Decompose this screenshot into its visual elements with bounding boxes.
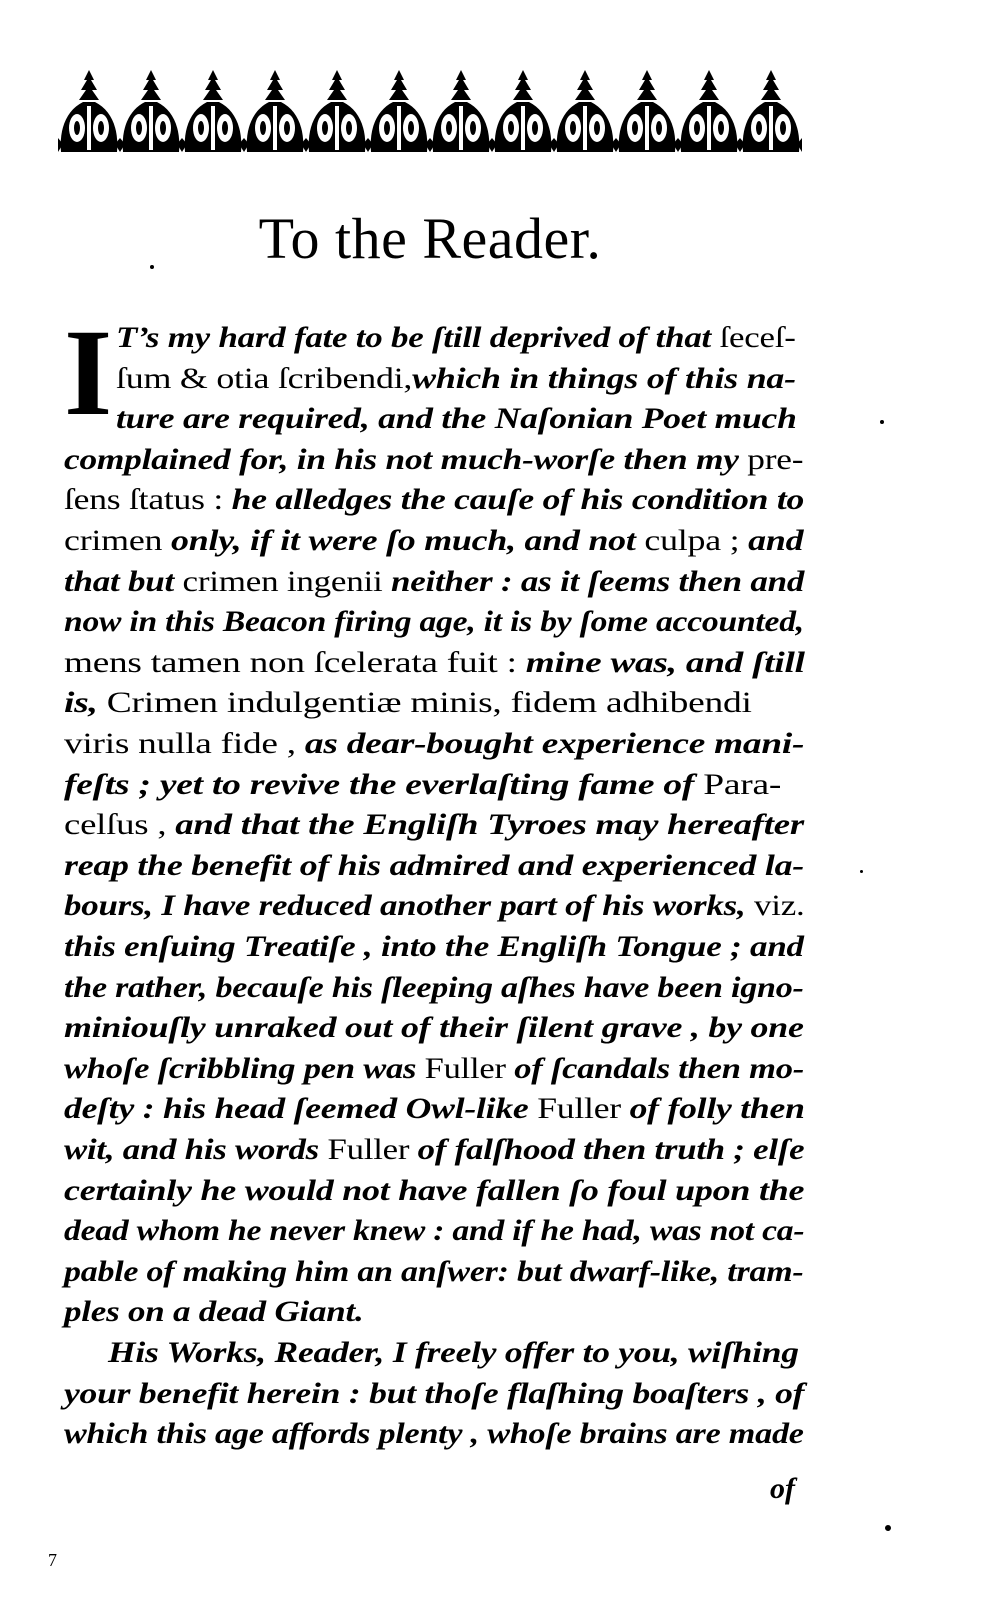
fleuron-ornament <box>306 70 368 152</box>
ornamental-headpiece <box>58 68 802 152</box>
text-line <box>64 683 752 723</box>
text-line <box>64 1171 804 1211</box>
fleuron-ornament <box>678 70 740 152</box>
italic-segment: only, if it were ſo much, and not <box>171 524 645 557</box>
italic-segment: certainly he would not have fallen ſo foul upon the <box>64 1173 805 1207</box>
text-line <box>64 846 804 886</box>
italic-segment: of falſhood then truth ; elſe <box>409 1133 805 1166</box>
roman-segment: crimen ingenii <box>182 564 383 598</box>
catchword: of <box>770 1472 795 1505</box>
ink-speck <box>150 265 154 269</box>
italic-segment: your benefit herein : but thoſe flaſhing boaſters , of <box>64 1376 805 1410</box>
text-line <box>64 765 781 805</box>
roman-segment: celſus , <box>64 808 167 842</box>
signature-mark: 7 <box>48 1550 57 1570</box>
italic-segment: miniouſly unraked out of their ſilent grave , by one <box>64 1011 804 1045</box>
fleuron-ornament <box>616 70 678 152</box>
text-line <box>116 399 797 439</box>
italic-segment: reap the benefit of his admired and experienced la- <box>64 848 804 882</box>
italic-segment: wit, and his words <box>64 1133 328 1166</box>
text-line <box>64 1049 804 1089</box>
italic-segment: complained for, in his not much-worſe then my <box>64 442 748 476</box>
text-line <box>64 1089 805 1129</box>
italic-segment: ture are required, and the Naſonian Poet much <box>116 402 797 436</box>
text-line <box>64 643 805 683</box>
ink-speck <box>880 420 884 424</box>
italic-segment: pable of making him an anſwer: but dwarf-like, tram- <box>64 1254 804 1288</box>
text-line <box>64 927 804 967</box>
italic-segment: feſts ; yet to revive the everlaſting fame of <box>64 767 704 801</box>
text-line <box>64 1292 364 1332</box>
roman-segment: Para- <box>703 767 782 801</box>
roman-segment: mens tamen non ſcelerata fuit : <box>64 645 517 679</box>
fleuron-ornament <box>182 70 244 152</box>
roman-segment: pre- <box>747 442 804 476</box>
italic-segment: of ſcandals then mo- <box>505 1051 805 1085</box>
text-line <box>64 521 803 561</box>
text-line <box>64 1130 804 1170</box>
fleuron-ornament <box>368 70 430 152</box>
italic-segment: and <box>739 524 804 557</box>
text-line <box>64 562 804 602</box>
text-line <box>116 359 796 399</box>
fleuron-ornament <box>244 70 306 152</box>
italic-segment: which this age affords plenty , whoſe brains are made <box>64 1417 804 1451</box>
italic-segment: bours, I have reduced another part of his works, <box>64 889 754 923</box>
roman-segment: Crimen indulgentiæ minis, fidem adhibendi <box>106 686 752 720</box>
fleuron-ornament <box>58 70 120 152</box>
italic-segment: as dear-bought experience mani- <box>295 727 805 760</box>
text-line <box>64 1374 804 1414</box>
fleuron-ornament <box>120 70 182 152</box>
italic-segment: the rather, becauſe his ſleeping aſhes have been igno- <box>64 970 804 1004</box>
ink-speck <box>860 870 863 873</box>
roman-segment: ſum & otia ſcribendi, <box>116 361 413 395</box>
italic-segment: ples on a dead Giant. <box>64 1295 364 1329</box>
text-line <box>64 1414 804 1454</box>
italic-segment: and that the Engliſh Tyroes may hereafter <box>166 808 804 842</box>
drop-cap: I <box>64 304 113 441</box>
roman-segment: viris nulla fide , <box>64 727 296 760</box>
text-line <box>116 318 796 358</box>
fleuron-band <box>58 68 802 152</box>
italic-segment: T’s my hard fate to be ſtill deprived of that <box>116 321 720 354</box>
italic-segment: deſty : his head ſeemed Owl-like <box>64 1092 538 1126</box>
italic-segment: that but <box>64 564 183 598</box>
italic-segment: he alledges the cauſe of his condition to <box>231 483 805 517</box>
italic-segment: this enſuing Treatiſe , into the Engliſh Tongue ; and <box>64 930 804 963</box>
italic-segment: is, <box>64 686 107 720</box>
text-line <box>64 440 803 480</box>
italic-segment: His Works, Reader, I freely offer to you, wiſhing <box>108 1336 799 1369</box>
text-line <box>64 602 804 642</box>
roman-segment: ſens ſtatus : <box>64 483 232 517</box>
text-line <box>64 1008 804 1048</box>
text-line <box>108 1333 799 1373</box>
italic-segment: dead whom he never knew : and if he had, was not ca- <box>64 1214 805 1248</box>
roman-segment: Fuller <box>424 1051 506 1085</box>
ink-speck <box>885 1525 891 1531</box>
italic-segment: which in things of this na- <box>412 361 796 395</box>
text-line <box>64 805 804 845</box>
text-line <box>64 480 804 520</box>
roman-segment: Fuller <box>537 1092 621 1126</box>
text-line <box>64 968 804 1008</box>
italic-segment: of folly then <box>620 1092 805 1126</box>
fleuron-ornament <box>740 70 802 152</box>
text-line <box>64 724 804 764</box>
fleuron-ornament <box>492 70 554 152</box>
fleuron-ornament <box>430 70 492 152</box>
italic-segment: neither : as it ſeems then and <box>382 564 805 598</box>
text-line <box>64 1252 803 1292</box>
text-line <box>64 886 804 926</box>
page-title: To the Reader. <box>258 206 602 271</box>
italic-segment: mine was, and ſtill <box>516 645 805 679</box>
roman-segment: crimen <box>64 524 172 557</box>
italic-segment: now in this Beacon firing age, it is by ſome accounted, <box>64 605 804 639</box>
roman-segment: viz. <box>753 889 805 923</box>
roman-segment: Fuller <box>327 1133 410 1166</box>
italic-segment: whoſe ſcribbling pen was <box>64 1051 425 1085</box>
fleuron-ornament <box>554 70 616 152</box>
roman-segment: culpa ; <box>644 524 740 557</box>
roman-segment: ſeceſ- <box>719 321 796 354</box>
text-line <box>64 1211 804 1251</box>
